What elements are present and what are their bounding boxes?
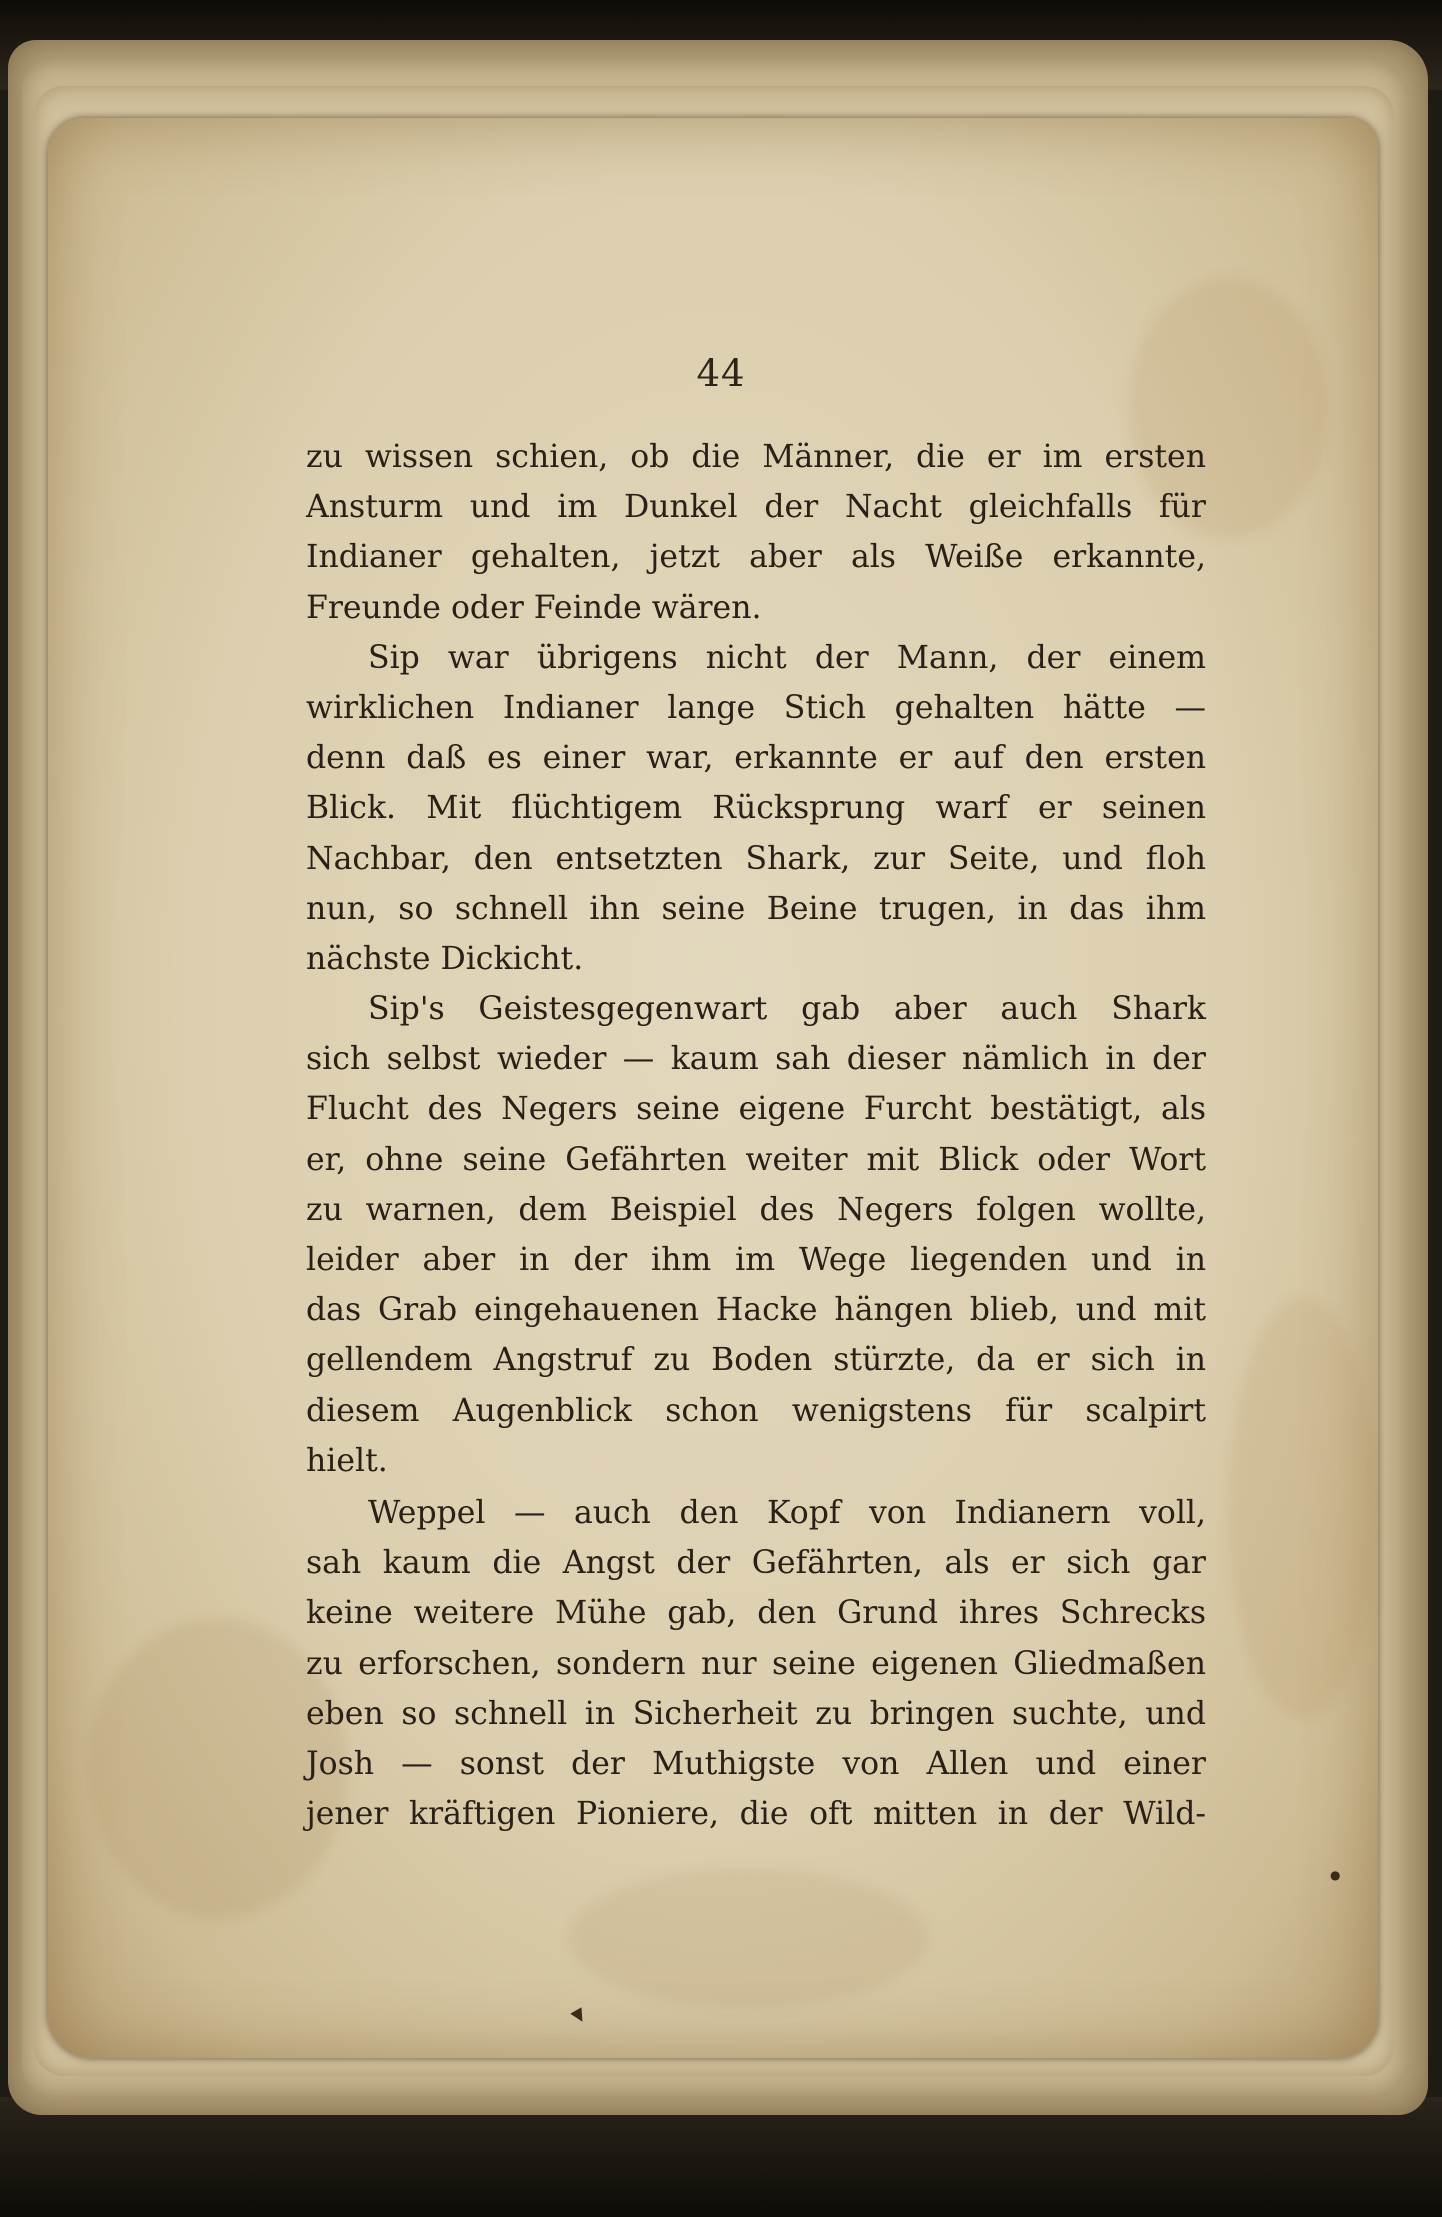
- ink-speck: ●: [1330, 1868, 1341, 1882]
- text-line: nun, so schnell ihn seine Beine trugen, in das ihm: [306, 890, 1206, 927]
- text-line: zu erforschen, sondern nur seine eigenen Gliedmaßen: [306, 1645, 1206, 1682]
- text-line: zu warnen, dem Beispiel des Negers folgen wollte,: [306, 1191, 1206, 1228]
- text-line: eben so schnell in Sicherheit zu bringen suchte, und: [306, 1695, 1206, 1732]
- text-line: nächste Dickicht.: [306, 940, 584, 977]
- text-line: Ansturm und im Dunkel der Nacht gleichfalls für: [306, 489, 1206, 526]
- text-line: leider aber in der ihm im Wege liegenden und in: [306, 1242, 1206, 1278]
- ink-speck: ▾: [565, 1998, 592, 2032]
- text-line: Josh — sonst der Muthigste von Allen und einer: [306, 1745, 1206, 1782]
- text-line: diesem Augenblick schon wenigstens für scalpirt: [306, 1392, 1206, 1429]
- text-line: Indianer gehalten, jetzt aber als Weiße erkannte,: [306, 539, 1206, 576]
- body-text: [306, 432, 1206, 1839]
- text-line: gellendem Angstruf zu Boden stürzte, da er sich in: [306, 1342, 1206, 1379]
- text-line: Weppel — auch den Kopf von Indianern voll,: [368, 1494, 1206, 1531]
- text-line: denn daß es einer war, erkannte er auf den ersten: [306, 740, 1206, 777]
- text-line: das Grab eingehauenen Hacke hängen blieb, und mit: [306, 1292, 1206, 1329]
- text-line: sich selbst wieder — kaum sah dieser nämlich in der: [306, 1041, 1206, 1078]
- text-line: Freunde oder Feinde wären.: [306, 589, 762, 626]
- paper-stain: [1228, 1298, 1378, 1718]
- text-line: wirklichen Indianer lange Stich gehalten hätte —: [306, 689, 1206, 726]
- text-line: Sip's Geistesgegenwart gab aber auch Shark: [368, 991, 1206, 1028]
- book-cover-edge-bottom: [0, 2097, 1442, 2217]
- paper-stain: [568, 1868, 928, 2008]
- text-line: Sip war übrigens nicht der Mann, der einem: [368, 639, 1206, 676]
- text-line: er, ohne seine Gefährten weiter mit Blick oder Wort: [306, 1141, 1206, 1178]
- text-line: jener kräftigen Pioniere, die oft mitten in der Wild-: [306, 1796, 1206, 1833]
- text-line: zu wissen schien, ob die Männer, die er im ersten: [306, 439, 1206, 475]
- page-number: 44: [696, 352, 746, 395]
- text-line: keine weitere Mühe gab, den Grund ihres Schrecks: [306, 1595, 1206, 1632]
- text-line: hielt.: [306, 1442, 388, 1479]
- text-line: sah kaum die Angst der Gefährten, als er sich gar: [306, 1545, 1206, 1582]
- text-line: Nachbar, den entsetzten Shark, zur Seite, und floh: [306, 840, 1206, 877]
- text-line: Blick. Mit flüchtigem Rücksprung warf er seinen: [306, 790, 1206, 827]
- text-line: Flucht des Negers seine eigene Furcht bestätigt, als: [306, 1091, 1206, 1128]
